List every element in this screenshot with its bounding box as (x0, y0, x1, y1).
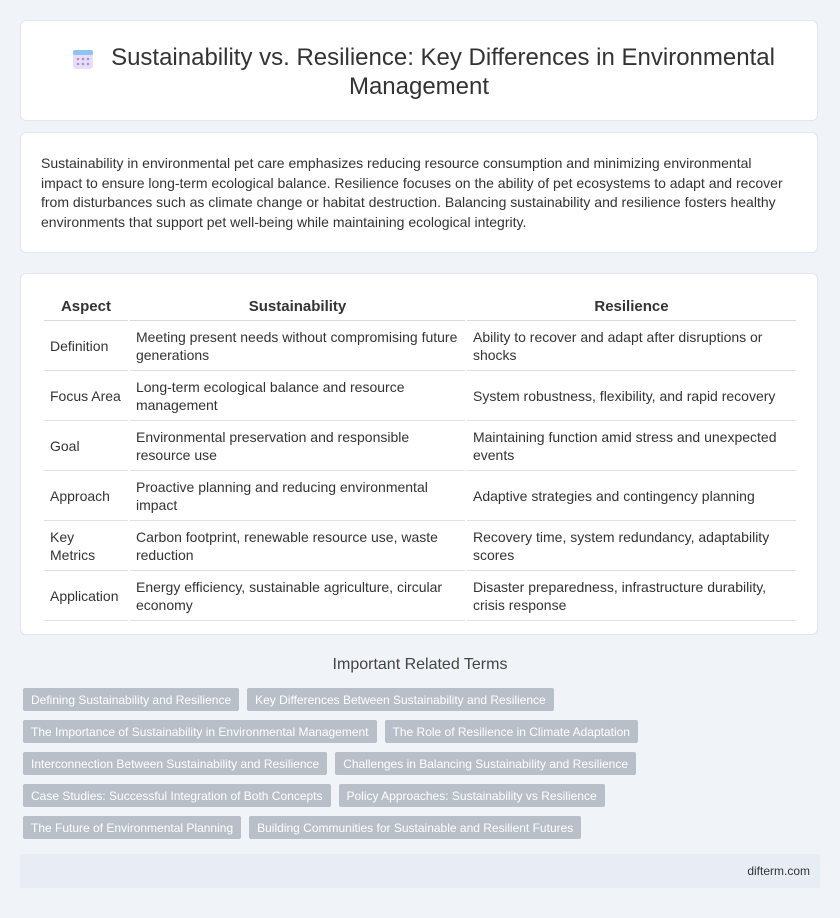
row-aspect: Application (44, 571, 128, 621)
header-aspect: Aspect (44, 291, 128, 321)
row-sustainability: Meeting present needs without compromising future generations (130, 321, 465, 371)
row-resilience: System robustness, flexibility, and rapid recovery (467, 371, 796, 421)
page-title (21, 43, 817, 101)
tag-row (23, 688, 663, 711)
related-term-tag[interactable]: Building Communities for Sustainable and Resilient Futures (249, 816, 581, 839)
tag-row (23, 720, 663, 743)
related-term-tag[interactable]: Policy Approaches: Sustainability vs Resilience (339, 784, 605, 807)
row-resilience: Maintaining function amid stress and unexpected events (467, 421, 796, 471)
header-resilience: Resilience (467, 291, 796, 321)
related-term-tag[interactable]: The Future of Environmental Planning (23, 816, 241, 839)
related-term-tag[interactable]: Interconnection Between Sustainability and Resilience (23, 752, 327, 775)
row-resilience: Recovery time, system redundancy, adaptability scores (467, 521, 796, 571)
related-term-tag[interactable]: Defining Sustainability and Resilience (23, 688, 239, 711)
table-row (44, 521, 796, 571)
footer (20, 854, 820, 888)
related-term-tag[interactable]: Key Differences Between Sustainability and Resilience (247, 688, 554, 711)
site-name[interactable]: difterm.com (747, 864, 810, 878)
related-term-tag[interactable]: Case Studies: Successful Integration of Both Concepts (23, 784, 331, 807)
intro-paragraph: Sustainability in environmental pet care emphasizes reducing resource consumption and minimizing environmental impact to ensure long-term ecological balance. Resilience focuses on the ability of pet ecosystems to adapt and recover from disturbances such as climate change or habitat destruction. Balancing sustainability and resilience fosters healthy environments that support pet well-being while maintaining ecological integrity. (41, 155, 783, 230)
table-row (44, 471, 796, 521)
table-header-row (44, 291, 796, 321)
related-term-tag[interactable]: Challenges in Balancing Sustainability and Resilience (335, 752, 636, 775)
intro-card (20, 132, 818, 253)
title-card (20, 20, 818, 121)
tag-row (23, 784, 663, 807)
row-sustainability: Proactive planning and reducing environmental impact (130, 471, 465, 521)
row-resilience: Adaptive strategies and contingency planning (467, 471, 796, 521)
table-row (44, 321, 796, 371)
page-title-line2: Management (348, 73, 490, 100)
header-sustainability: Sustainability (130, 291, 465, 321)
row-sustainability: Long-term ecological balance and resource management (130, 371, 465, 421)
row-aspect: Focus Area (44, 371, 128, 421)
table-row (44, 371, 796, 421)
row-aspect: Approach (44, 471, 128, 521)
table-row (44, 571, 796, 621)
related-terms-heading: Important Related Terms (332, 656, 508, 673)
row-sustainability: Energy efficiency, sustainable agriculture, circular economy (130, 571, 465, 621)
page-title-line1: Sustainability vs. Resilience: Key Differences in Environmental (111, 44, 775, 71)
row-resilience: Disaster preparedness, infrastructure durability, crisis response (467, 571, 796, 621)
related-term-tag[interactable]: The Role of Resilience in Climate Adaptation (385, 720, 638, 743)
row-sustainability: Carbon footprint, renewable resource use, waste reduction (130, 521, 465, 571)
comparison-card (20, 273, 818, 635)
row-resilience: Ability to recover and adapt after disruptions or shocks (467, 321, 796, 371)
comparison-table (42, 291, 798, 621)
row-aspect: Key Metrics (44, 521, 128, 571)
tag-row (23, 816, 663, 839)
table-row (44, 421, 796, 471)
row-sustainability: Environmental preservation and responsible resource use (130, 421, 465, 471)
related-term-tag[interactable]: The Importance of Sustainability in Environmental Management (23, 720, 377, 743)
row-aspect: Definition (44, 321, 128, 371)
tag-row (23, 752, 663, 775)
related-terms-list (23, 688, 663, 848)
row-aspect: Goal (44, 421, 128, 471)
